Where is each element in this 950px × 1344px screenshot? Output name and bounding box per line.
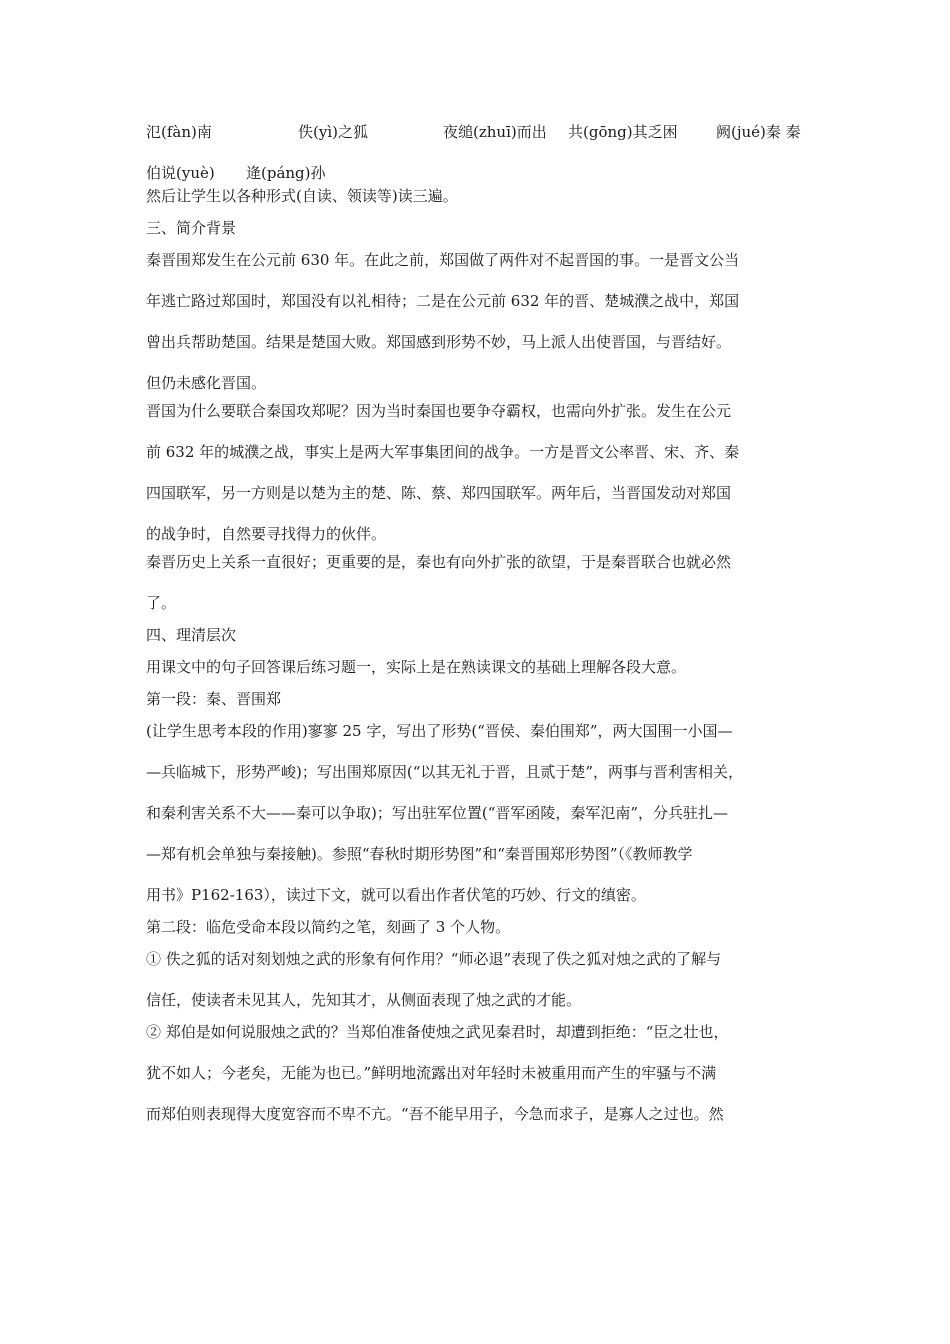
text-line: 而郑伯则表现得大度宽容而不卑不亢。“吾不能早用子，今急而求子，是寡人之过也。然: [146, 1105, 724, 1123]
subsection-heading: 第二段：临危受命本段以简约之笔，刻画了 3 个人物。: [146, 918, 511, 936]
text-line: 前 632 年的城濮之战，事实上是两大军事集团间的战争。一方是晋文公率晋、宋、齐、秦: [146, 443, 740, 461]
text-line: 用书》P162-163），读过下文，就可以看出作者伏笔的巧妙、行文的缜密。: [146, 886, 646, 904]
text-line: 然后让学生以各种形式(自读、领读等)读三遍。: [146, 187, 458, 205]
section-heading: 四、理清层次: [146, 626, 237, 644]
text-line: ② 郑伯是如何说服烛之武的？当郑伯准备使烛之武见秦君时，却遭到拒绝：“臣之壮也，: [146, 1023, 729, 1041]
text-line: —兵临城下，形势严峻)；写出围郑原因(“以其无礼于晋，且贰于楚”，两事与晋利害相关，: [146, 763, 744, 781]
text-line: 四国联军，另一方则是以楚为主的楚、陈、蔡、郑四国联军。两年后，当晋国发动对郑国: [146, 484, 732, 502]
pronunciation-row-2: [146, 163, 812, 183]
text-line: 了。: [146, 594, 177, 612]
document-page: [146, 122, 812, 1124]
pron-item: 氾(fàn)南: [146, 123, 212, 141]
text-line: 用课文中的句子回答课后练习题一，实际上是在熟读课文的基础上理解各段大意。: [146, 658, 687, 676]
text-line: 秦晋围郑发生在公元前 630 年。在此之前，郑国做了两件对不起晋国的事。一是晋文公当: [146, 251, 740, 269]
text-line: 的战争时，自然要寻找得力的伙伴。: [146, 525, 387, 543]
text-line: 秦晋历史上关系一直很好；更重要的是，秦也有向外扩张的欲望，于是秦晋联合也就必然: [146, 553, 732, 571]
pronunciation-row-1: [146, 122, 812, 142]
text-line: 但仍未感化晋国。: [146, 374, 267, 392]
text-line: —郑有机会单独与秦接触)。参照“春秋时期形势图”和“秦晋围郑形势图”（《教师教学: [146, 845, 693, 863]
text-line: 信任，使读者未见其人，先知其才，从侧面表现了烛之武的才能。: [146, 991, 582, 1009]
text-line: (让学生思考本段的作用)寥寥 25 字，写出了形势(“晋侯、秦伯围郑”，两大国围一小国—: [146, 722, 733, 740]
pron-item: 伯说(yuè): [146, 164, 215, 182]
text-line: 和秦利害关系不大——秦可以争取)；写出驻军位置(“晋军函陵，秦军氾南”，分兵驻扎—: [146, 804, 729, 822]
subsection-heading: 第一段：秦、晋围郑: [146, 690, 282, 708]
pron-item: 佚(yì)之狐: [298, 123, 368, 141]
pron-item: 阙(jué)秦 秦: [716, 123, 801, 141]
pron-item: 共(gōng)其乏困: [568, 123, 678, 141]
text-line: 年逃亡路过郑国时，郑国没有以礼相待；二是在公元前 632 年的晋、楚城濮之战中，郑国: [146, 292, 740, 310]
text-line: 曾出兵帮助楚国。结果是楚国大败。郑国感到形势不妙，马上派人出使晋国，与晋结好。: [146, 333, 732, 351]
pron-item: 夜缒(zhuī)而出: [443, 123, 547, 141]
section-heading: 三、简介背景: [146, 219, 237, 237]
text-line: 犹不如人；今老矣，无能为也已。”鲜明地流露出对年轻时未被重用而产生的牢骚与不满: [146, 1064, 717, 1082]
pron-item: 逄(páng)孙: [246, 164, 326, 182]
text-line: ① 佚之狐的话对刻划烛之武的形象有何作用？“师必退”表现了佚之狐对烛之武的了解与: [146, 950, 722, 968]
text-line: 晋国为什么要联合秦国攻郑呢？因为当时秦国也要争夺霸权，也需向外扩张。发生在公元: [146, 402, 732, 420]
